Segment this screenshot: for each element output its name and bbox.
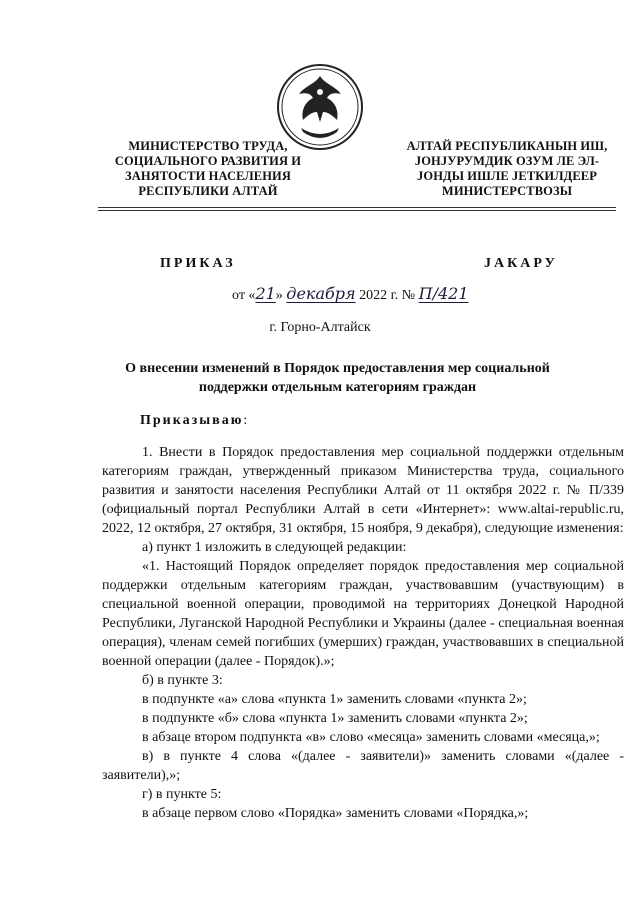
ministry-line: ЈОНЈУРУМДИК ОЗУМ ЛЕ ЭЛ- — [414, 154, 600, 168]
paragraph: б) в пункте 3: — [142, 673, 223, 688]
ministry-line: ЗАНЯТОСТИ НАСЕЛЕНИЯ — [125, 169, 291, 183]
decree-word: Приказываю — [140, 413, 244, 428]
decree-colon: : — [243, 413, 250, 428]
paragraph: г) в пункте 5: — [142, 787, 222, 802]
ministry-line: СОЦИАЛЬНОГО РАЗВИТИЯ И — [114, 154, 302, 168]
paragraph: в абзаце первом слово «Порядка» заменить словами «Порядка,»; — [142, 806, 529, 821]
paragraph: в абзаце втором подпункта «в» слово «месяца» заменить словами «месяца,»; — [142, 730, 600, 745]
paragraph: 1. Внести в Порядок предоставления мер социальной поддержки отдельным категориям граждан, утвержденный приказом Министерства труда, социального развития и занятости населения Республики Алтай от 11 октября 2022 г. № П/339 (официальный портал Республики Алтай в сети «Интернет»: www.altai-republic.ru, 2022, 12 октября, 27 октября, 31 октября, 15 ноября, 9 декабря), следующие изменения: — [102, 445, 624, 536]
ministry-name-russian — [98, 139, 318, 199]
ministry-line: АЛТАЙ РЕСПУБЛИКАНЫН ИШ, — [406, 139, 608, 153]
date-separator: » — [275, 288, 287, 303]
ministry-line: МИНИСТЕРСТВОЗЫ — [441, 184, 573, 198]
paragraph: «1. Настоящий Порядок определяет порядок предоставления мер социальной поддержки отдельным категориям граждан, участвовавшим (участвующим) в специальной военной операции, проводимой на территориях Донецкой Народной Республики, Луганской Народной Республики и Украины (далее - специальная военная операция), членам семей погибших (умерших) граждан, участвовавших в специальной военной операции (далее - Порядок).»; — [102, 559, 624, 669]
paragraph: в подпункте «а» слова «пункта 1» заменить словами «пункта 2»; — [142, 692, 527, 707]
order-title-russian: ПРИКАЗ — [160, 256, 236, 271]
paragraph: в) в пункте 4 слова «(далее - заявители)» заменить словами «(далее - заявители),»; — [102, 749, 624, 783]
ministry-line: МИНИСТЕРСТВО ТРУДА, — [128, 139, 288, 153]
paragraph: в подпункте «б» слова «пункта 1» заменить словами «пункта 2»; — [142, 711, 528, 726]
order-title-altai: ЈАКАРУ — [484, 256, 558, 271]
document-body — [102, 443, 624, 823]
ministry-name-altai — [392, 139, 622, 199]
ministry-line: ЈОНДЫ ИШЛЕ ЈЕТКИЛДЕЕР — [417, 169, 597, 183]
handwritten-order-number: П/421 — [418, 284, 469, 303]
header-divider — [98, 210, 616, 211]
ministry-line: РЕСПУБЛИКИ АЛТАЙ — [138, 184, 278, 198]
paragraph: а) пункт 1 изложить в следующей редакции: — [142, 540, 407, 555]
order-date-line — [232, 284, 469, 304]
document-title: О внесении изменений в Порядок предоставления мер социальной поддержки отдельным категориям граждан — [125, 361, 550, 395]
handwritten-day: 21 — [255, 284, 276, 303]
city-name: г. Горно-Алтайск — [269, 320, 371, 335]
header-divider — [98, 207, 616, 208]
date-prefix: от « — [232, 288, 256, 303]
date-year: 2022 г. № — [355, 288, 419, 303]
handwritten-month: декабря — [286, 284, 356, 303]
decree-heading — [140, 413, 249, 429]
